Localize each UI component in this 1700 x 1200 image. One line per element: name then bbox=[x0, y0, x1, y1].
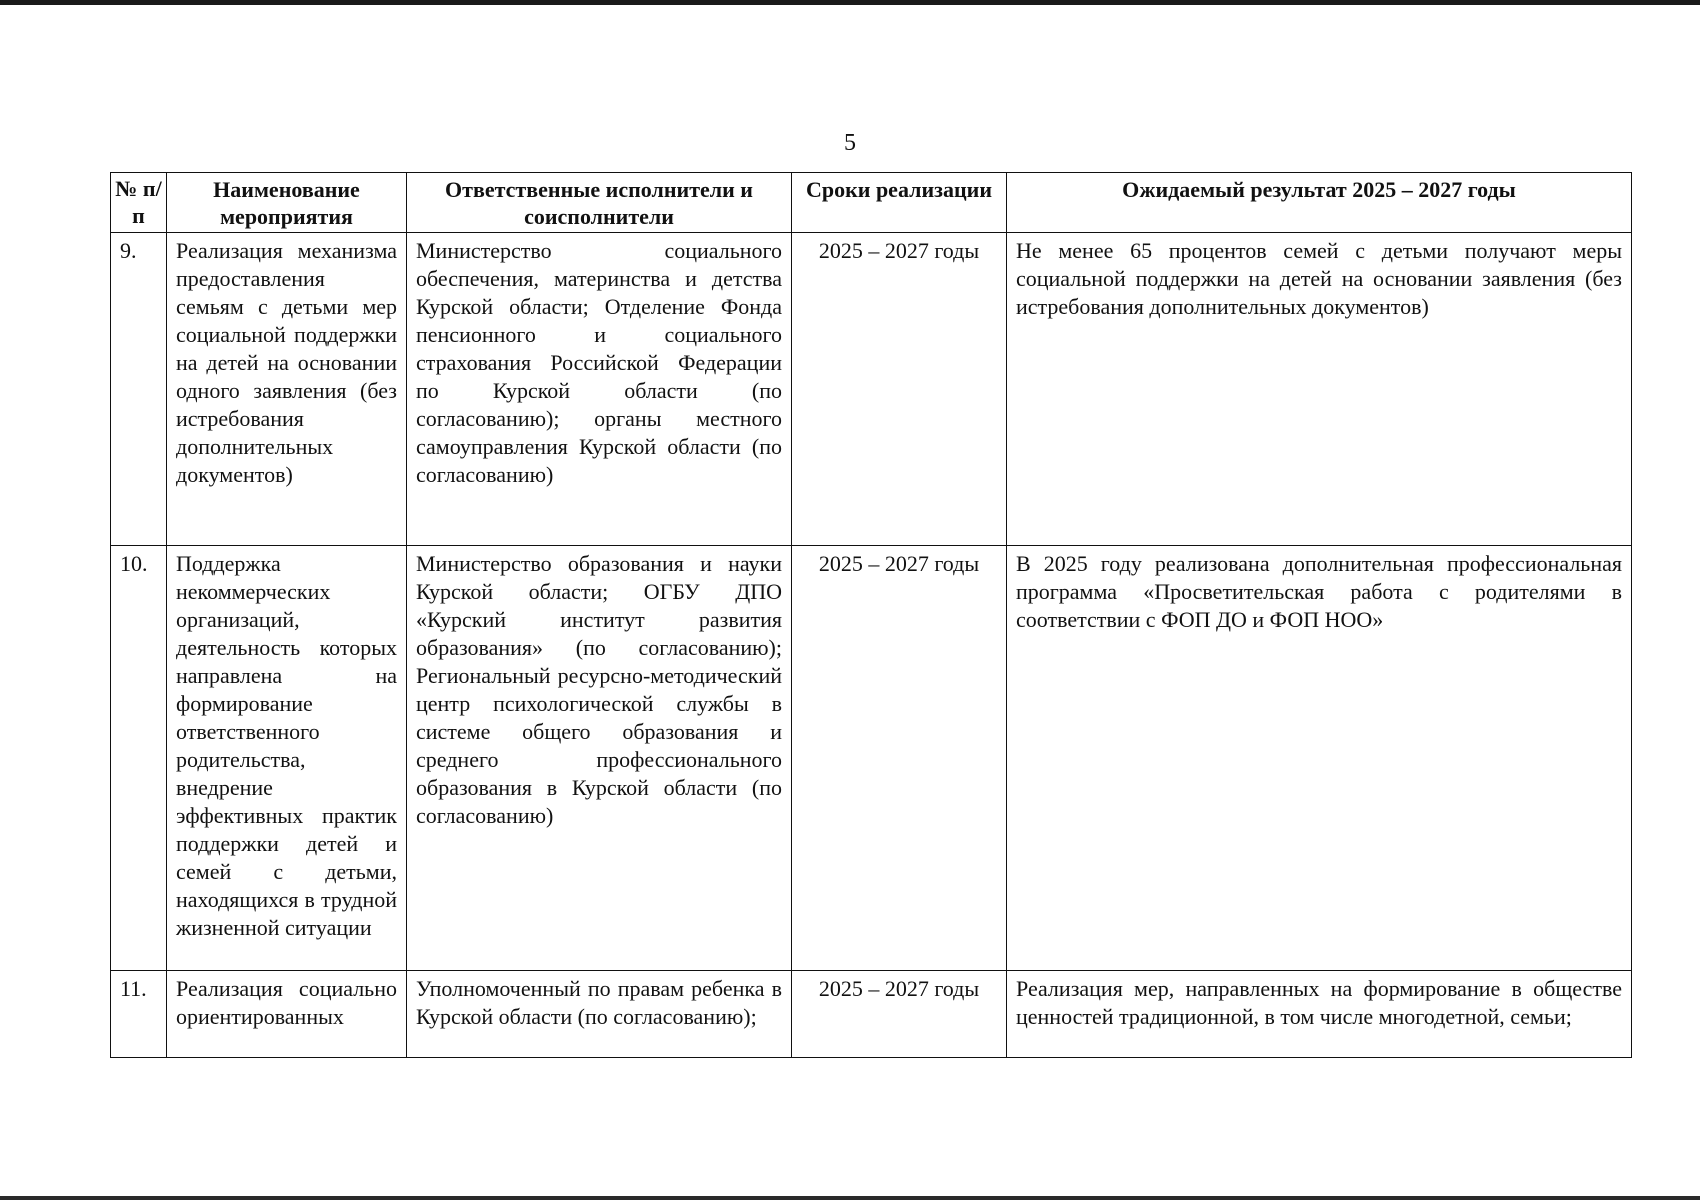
implementation-terms: 2025 – 2027 годы bbox=[792, 233, 1007, 546]
row-number: 9. bbox=[111, 233, 167, 546]
event-name: Реализация механизма предоставления семьям с детьми мер социальной поддержки на детей на основании одного заявления (без истребования дополнительных документов) bbox=[167, 233, 407, 546]
scan-edge-bottom bbox=[0, 1196, 1700, 1200]
table-row bbox=[111, 233, 1632, 546]
expected-result: Реализация мер, направленных на формирование в обществе ценностей традиционной, в том числе многодетной, семьи; bbox=[1007, 971, 1632, 1058]
event-name: Поддержка некоммерческих организаций, деятельность которых направлена на формирование ответственного родительства, внедрение эффективных практик поддержки детей и семей с детьми, находящихся в трудной жизненной ситуации bbox=[167, 546, 407, 971]
scan-edge-top bbox=[0, 0, 1700, 5]
header-number: № п/п bbox=[111, 173, 167, 233]
row-number: 11. bbox=[111, 971, 167, 1058]
table-row bbox=[111, 971, 1632, 1058]
responsible-executors: Министерство образования и науки Курской области; ОГБУ ДПО «Курский институт развития образования» (по согласованию); Региональный ресурсно-методический центр психологической службы в системе общего образования и среднего профессионального образования в Курской области (по согласованию) bbox=[407, 546, 792, 971]
expected-result: В 2025 году реализована дополнительная профессиональная программа «Просветительская работа с родителями в соответствии с ФОП ДО и ФОП НОО» bbox=[1007, 546, 1632, 971]
action-plan-table bbox=[110, 172, 1632, 1058]
row-number: 10. bbox=[111, 546, 167, 971]
header-event-name: Наименование мероприятия bbox=[167, 173, 407, 233]
header-terms: Сроки реализации bbox=[792, 173, 1007, 233]
implementation-terms: 2025 – 2027 годы bbox=[792, 971, 1007, 1058]
header-responsible: Ответственные исполнители и соисполнители bbox=[407, 173, 792, 233]
table-header-row bbox=[111, 173, 1632, 233]
table-row bbox=[111, 546, 1632, 971]
event-name: Реализация социально ориентированных bbox=[167, 971, 407, 1058]
expected-result: Не менее 65 процентов семей с детьми получают меры социальной поддержки на детей на основании заявления (без истребования дополнительных документов) bbox=[1007, 233, 1632, 546]
page-number: 5 bbox=[844, 130, 856, 156]
responsible-executors: Министерство социального обеспечения, материнства и детства Курской области; Отделение Фонда пенсионного и социального страхования Российской Федерации по Курской области (по согласованию); органы местного самоуправления Курской области (по согласованию) bbox=[407, 233, 792, 546]
responsible-executors: Уполномоченный по правам ребенка в Курской области (по согласованию); bbox=[407, 971, 792, 1058]
implementation-terms: 2025 – 2027 годы bbox=[792, 546, 1007, 971]
header-expected-result: Ожидаемый результат 2025 – 2027 годы bbox=[1007, 173, 1632, 233]
